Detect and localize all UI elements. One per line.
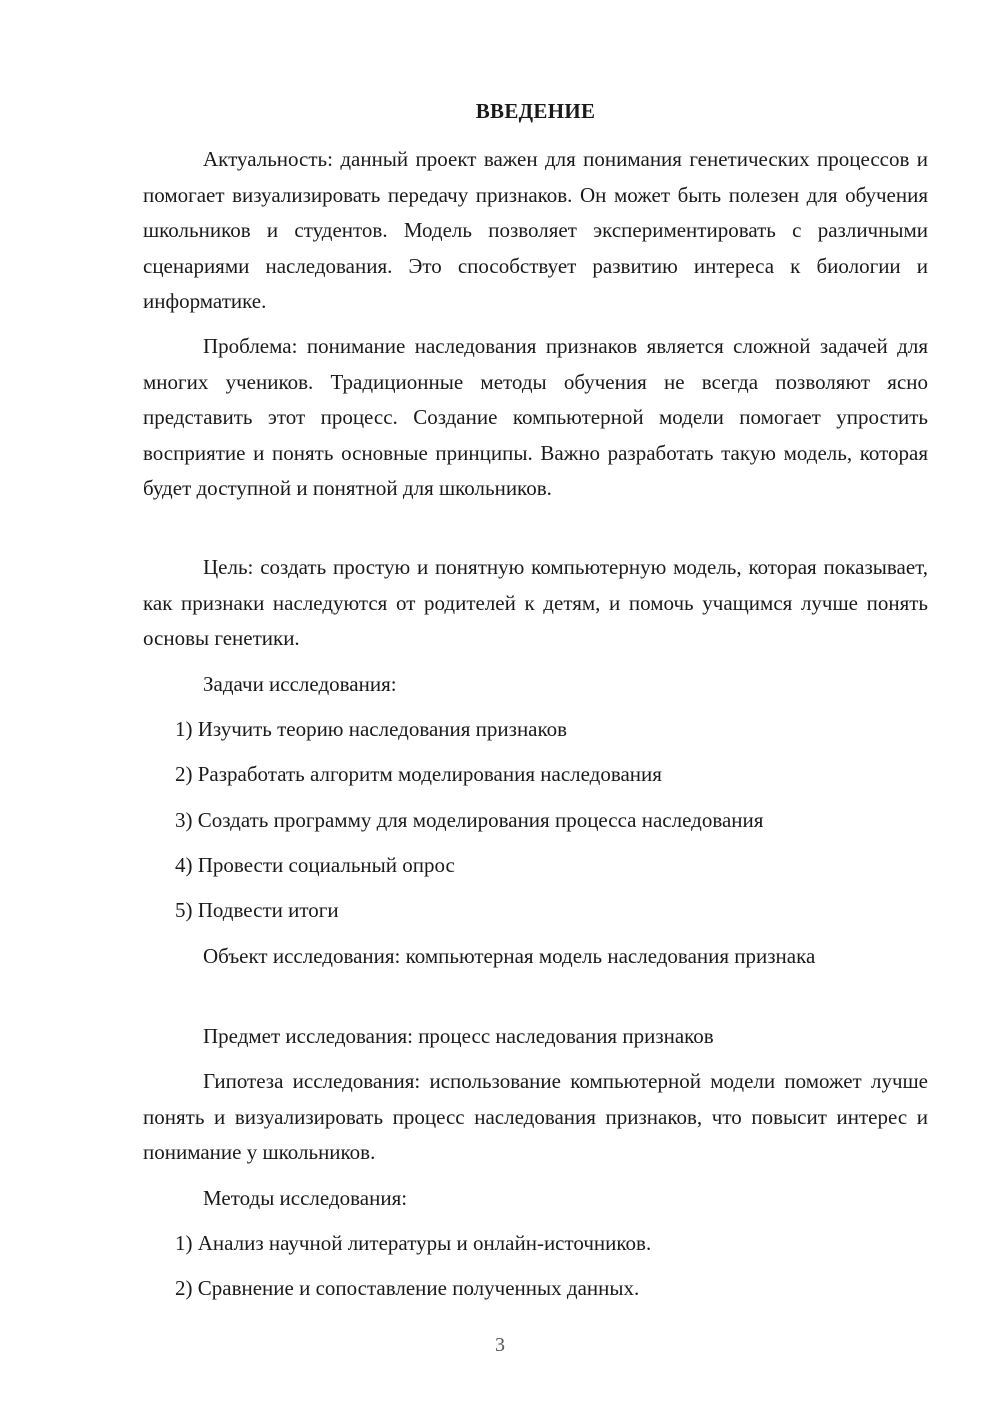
task-item-1: 1) Изучить теорию наследования признаков <box>175 717 568 741</box>
paragraph-relevance: Актуальность: данный проект важен для понимания генетических процессов и помогает визуализировать передачу признаков. Он может быть полезен для обучения школьников и студентов. Модель позволяет экспериментировать с различными сценариями наследования. Это способствует развитию интереса к биологии и информатике. <box>143 147 928 313</box>
paragraph-problem: Проблема: понимание наследования признаков является сложной задачей для многих учеников. Традиционные методы обучения не всегда позволяют ясно представить этот процесс. Создание компьютерной модели помогает упростить восприятие и понять основные принципы. Важно разработать такую модель, которая будет доступной и понятной для школьников. <box>143 334 928 500</box>
paragraph-goal: Цель: создать простую и понятную компьютерную модель, которая показывает, как признаки наследуются от родителей к детям, и помочь учащимся лучше понять основы генетики. <box>143 555 928 650</box>
task-item-4: 4) Провести социальный опрос <box>175 853 455 877</box>
task-item-3: 3) Создать программу для моделирования процесса наследования <box>175 808 764 832</box>
page-number: 3 <box>495 1334 505 1356</box>
paragraph-subject: Предмет исследования: процесс наследования признаков <box>203 1024 714 1048</box>
methods-heading: Методы исследования: <box>203 1186 408 1210</box>
paragraph-object: Объект исследования: компьютерная модель наследования признака <box>203 944 816 968</box>
tasks-heading: Задачи исследования: <box>203 672 397 696</box>
method-item-1: 1) Анализ научной литературы и онлайн-источников. <box>175 1231 652 1255</box>
task-item-5: 5) Подвести итоги <box>175 898 339 922</box>
paragraph-hypothesis: Гипотеза исследования: использование компьютерной модели поможет лучше понять и визуализировать процесс наследования признаков, что повысит интерес и понимание у школьников. <box>143 1069 928 1164</box>
section-title: ВВЕДЕНИЕ <box>475 99 596 123</box>
task-item-2: 2) Разработать алгоритм моделирования наследования <box>175 762 662 786</box>
method-item-2: 2) Сравнение и сопоставление полученных данных. <box>175 1276 640 1300</box>
